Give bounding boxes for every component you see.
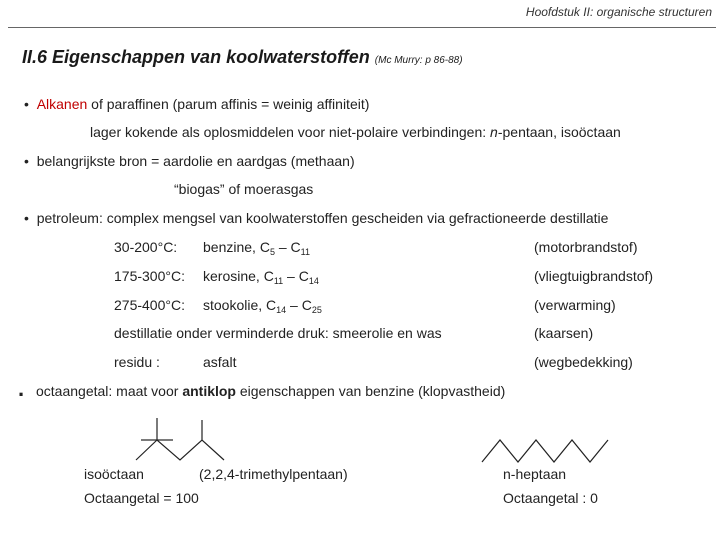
alkanes-text: of paraffinen (parum affinis = weinig affiniteit)	[87, 96, 370, 112]
term-alkanen: Alkanen	[36, 96, 88, 112]
detail-text: lager kokende als oplosmiddelen voor niet-polaire verbindingen:	[90, 124, 491, 140]
fraction-name-2: kerosine, $C_{11} - C_{14}$	[203, 268, 319, 286]
fraction-range-1: 30-200°C:	[114, 239, 178, 255]
isooctane-iupac: (2,2,4-trimethylpentaan)	[199, 466, 348, 482]
heptane-octane-number: Octaangetal : 0	[503, 490, 598, 506]
fraction-use-3: (verwarming)	[534, 297, 616, 313]
detail-end: -pentaan, isoöctaan	[497, 124, 621, 140]
fraction-range-3: 275-400°C:	[114, 297, 185, 313]
octane-bullet-dot: .	[18, 376, 25, 401]
bullet-icon: •	[24, 153, 37, 169]
vacuum-use: (kaarsen)	[534, 325, 594, 341]
n-prefix: n	[490, 124, 498, 140]
petroleum-text: petroleum: complex mengsel van koolwaterstoffen gescheiden via gefractioneerde destillatie	[36, 210, 609, 226]
biogas-note: “biogas” of moerasgas	[174, 181, 314, 197]
octane-definition: octaangetal: maat voor antiklop eigenschappen van benzine (klopvastheid)	[36, 383, 506, 399]
title-reference: (Mc Murry: p 86-88)	[374, 55, 463, 66]
isooctane-name: isoöctaan	[84, 466, 144, 482]
chapter-header: Hoofdstuk II: organische structuren	[525, 5, 712, 19]
term-antiklop: antiklop	[182, 383, 236, 399]
fraction-use-1: (motorbrandstof)	[534, 239, 638, 255]
source-text: belangrijkste bron = aardolie en aardgas (methaan)	[36, 153, 355, 169]
title-text: II.6 Eigenschappen van koolwaterstoffen	[22, 47, 370, 67]
bullet-icon: •	[24, 210, 37, 226]
bullet-icon: •	[24, 96, 37, 112]
fraction-range-2: 175-300°C:	[114, 268, 185, 284]
heptane-chain	[482, 440, 608, 462]
residu-label: residu :	[114, 354, 160, 370]
residu-use: (wegbedekking)	[534, 354, 633, 370]
isooctane-octane-number: Octaangetal = 100	[84, 490, 199, 506]
fraction-use-2: (vliegtuigbrandstof)	[534, 268, 654, 284]
heptane-name: n-heptaan	[503, 466, 567, 482]
vacuum-distillation: destillatie onder verminderde druk: smeerolie en was	[114, 325, 442, 341]
residu-name: asfalt	[203, 354, 237, 370]
fraction-name-1: benzine, $C_5 - C_{11}$	[203, 239, 310, 257]
fraction-name-3: stookolie, $C_{14} - C_{25}$	[203, 297, 322, 315]
